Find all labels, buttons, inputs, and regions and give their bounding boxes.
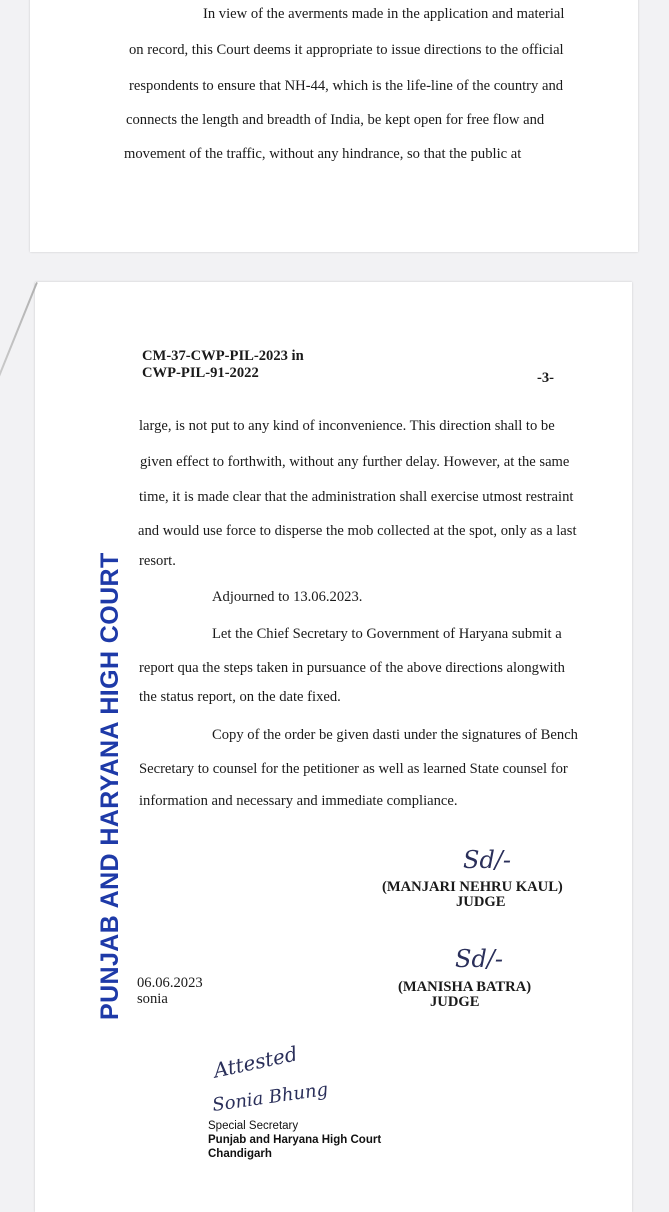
page-number: -3- [537,370,555,386]
para3-line-1: Copy of the order be given dasti under the signatures of Bench [212,727,578,743]
para2-line-3: the status report, on the date fixed. [139,689,341,705]
attestation-line-1: Special Secretary [208,1120,299,1132]
para1-line-4: and would use force to disperse the mob collected at the spot, only as a last [138,523,577,539]
para3-line-2: Secretary to counsel for the petitioner as well as learned State counsel for [139,761,568,777]
page1-line-3: respondents to ensure that NH-44, which is the life-line of the country and [129,78,564,94]
judge2-title: JUDGE [430,994,480,1010]
judge1-name: (MANJARI NEHRU KAUL) [382,879,563,895]
attestation-line-2: Punjab and Haryana High Court [208,1134,382,1146]
attestation-stamp [208,1119,381,1161]
case-number-line-1: CM-37-CWP-PIL-2023 in [142,348,304,364]
para1-line-2: given effect to forthwith, without any further delay. However, at the same [140,454,570,470]
page1-line-1: In view of the averments made in the application and material [203,6,565,22]
order-date: 06.06.2023 [137,975,203,991]
judge1-title: JUDGE [456,894,506,910]
high-court-watermark: PUNJAB AND HARYANA HIGH COURT [96,552,124,1020]
page1-line-4: connects the length and breadth of India, be kept open for free flow and [126,112,545,128]
page1-line-2: on record, this Court deems it appropriate to issue directions to the official [129,42,564,58]
para2-line-2: report qua the steps taken in pursuance of the above directions alongwith [139,660,565,676]
attestation-line-3: Chandigarh [208,1148,272,1160]
para2-line-1: Let the Chief Secretary to Government of Haryana submit a [212,626,562,642]
attestation-signature: Sonia Bhung [211,1079,330,1117]
para1-line-5: resort. [139,553,176,569]
signature-mark-1: Sd/- [463,846,511,874]
adjourned-line: Adjourned to 13.06.2023. [212,589,363,605]
para1-line-1: large, is not put to any kind of inconvenience. This direction shall to be [139,418,555,434]
attested-script: Attested [211,1041,300,1083]
judge2-name: (MANISHA BATRA) [398,979,532,995]
para1-line-3: time, it is made clear that the administration shall exercise utmost restraint [139,489,574,505]
para3-line-3: information and necessary and immediate compliance. [139,793,458,809]
case-number-line-2: CWP-PIL-91-2022 [142,365,259,381]
signature-mark-2: Sd/- [455,945,503,973]
page1-line-5: movement of the traffic, without any hindrance, so that the public at [124,146,522,162]
clerk-initials: sonia [137,991,168,1007]
page-fold-shadow [0,282,37,445]
